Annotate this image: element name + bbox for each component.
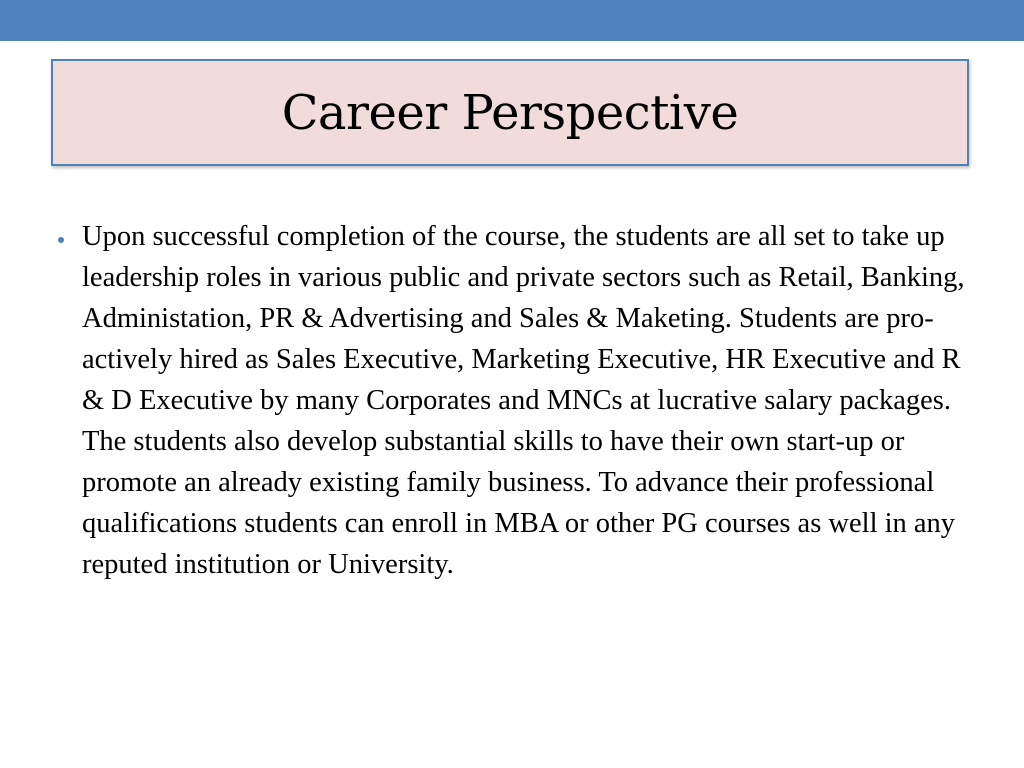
title-box <box>51 59 969 166</box>
bullet-text: Upon successful completion of the course, the students are all set to take up leadership roles in various public and private sectors such as Retail, Banking, Administation, PR & Advertising and Sales & Maketing. Students are pro-actively hired as Sales Executive, Marketing Executive, HR Executive and R & D Executive by many Corporates and MNCs at lucrative salary packages. The students also develop substantial skills to have their own start-up or promote an already existing family business. To advance their professional qualifications students can enroll in MBA or other PG courses as well in any reputed institution or University. <box>82 221 965 580</box>
top-accent-band <box>0 0 1024 41</box>
bullet-item <box>58 216 968 585</box>
bullet-dot-icon <box>58 237 64 243</box>
slide-title: Career Perspective <box>281 84 739 141</box>
body-content <box>58 216 968 585</box>
